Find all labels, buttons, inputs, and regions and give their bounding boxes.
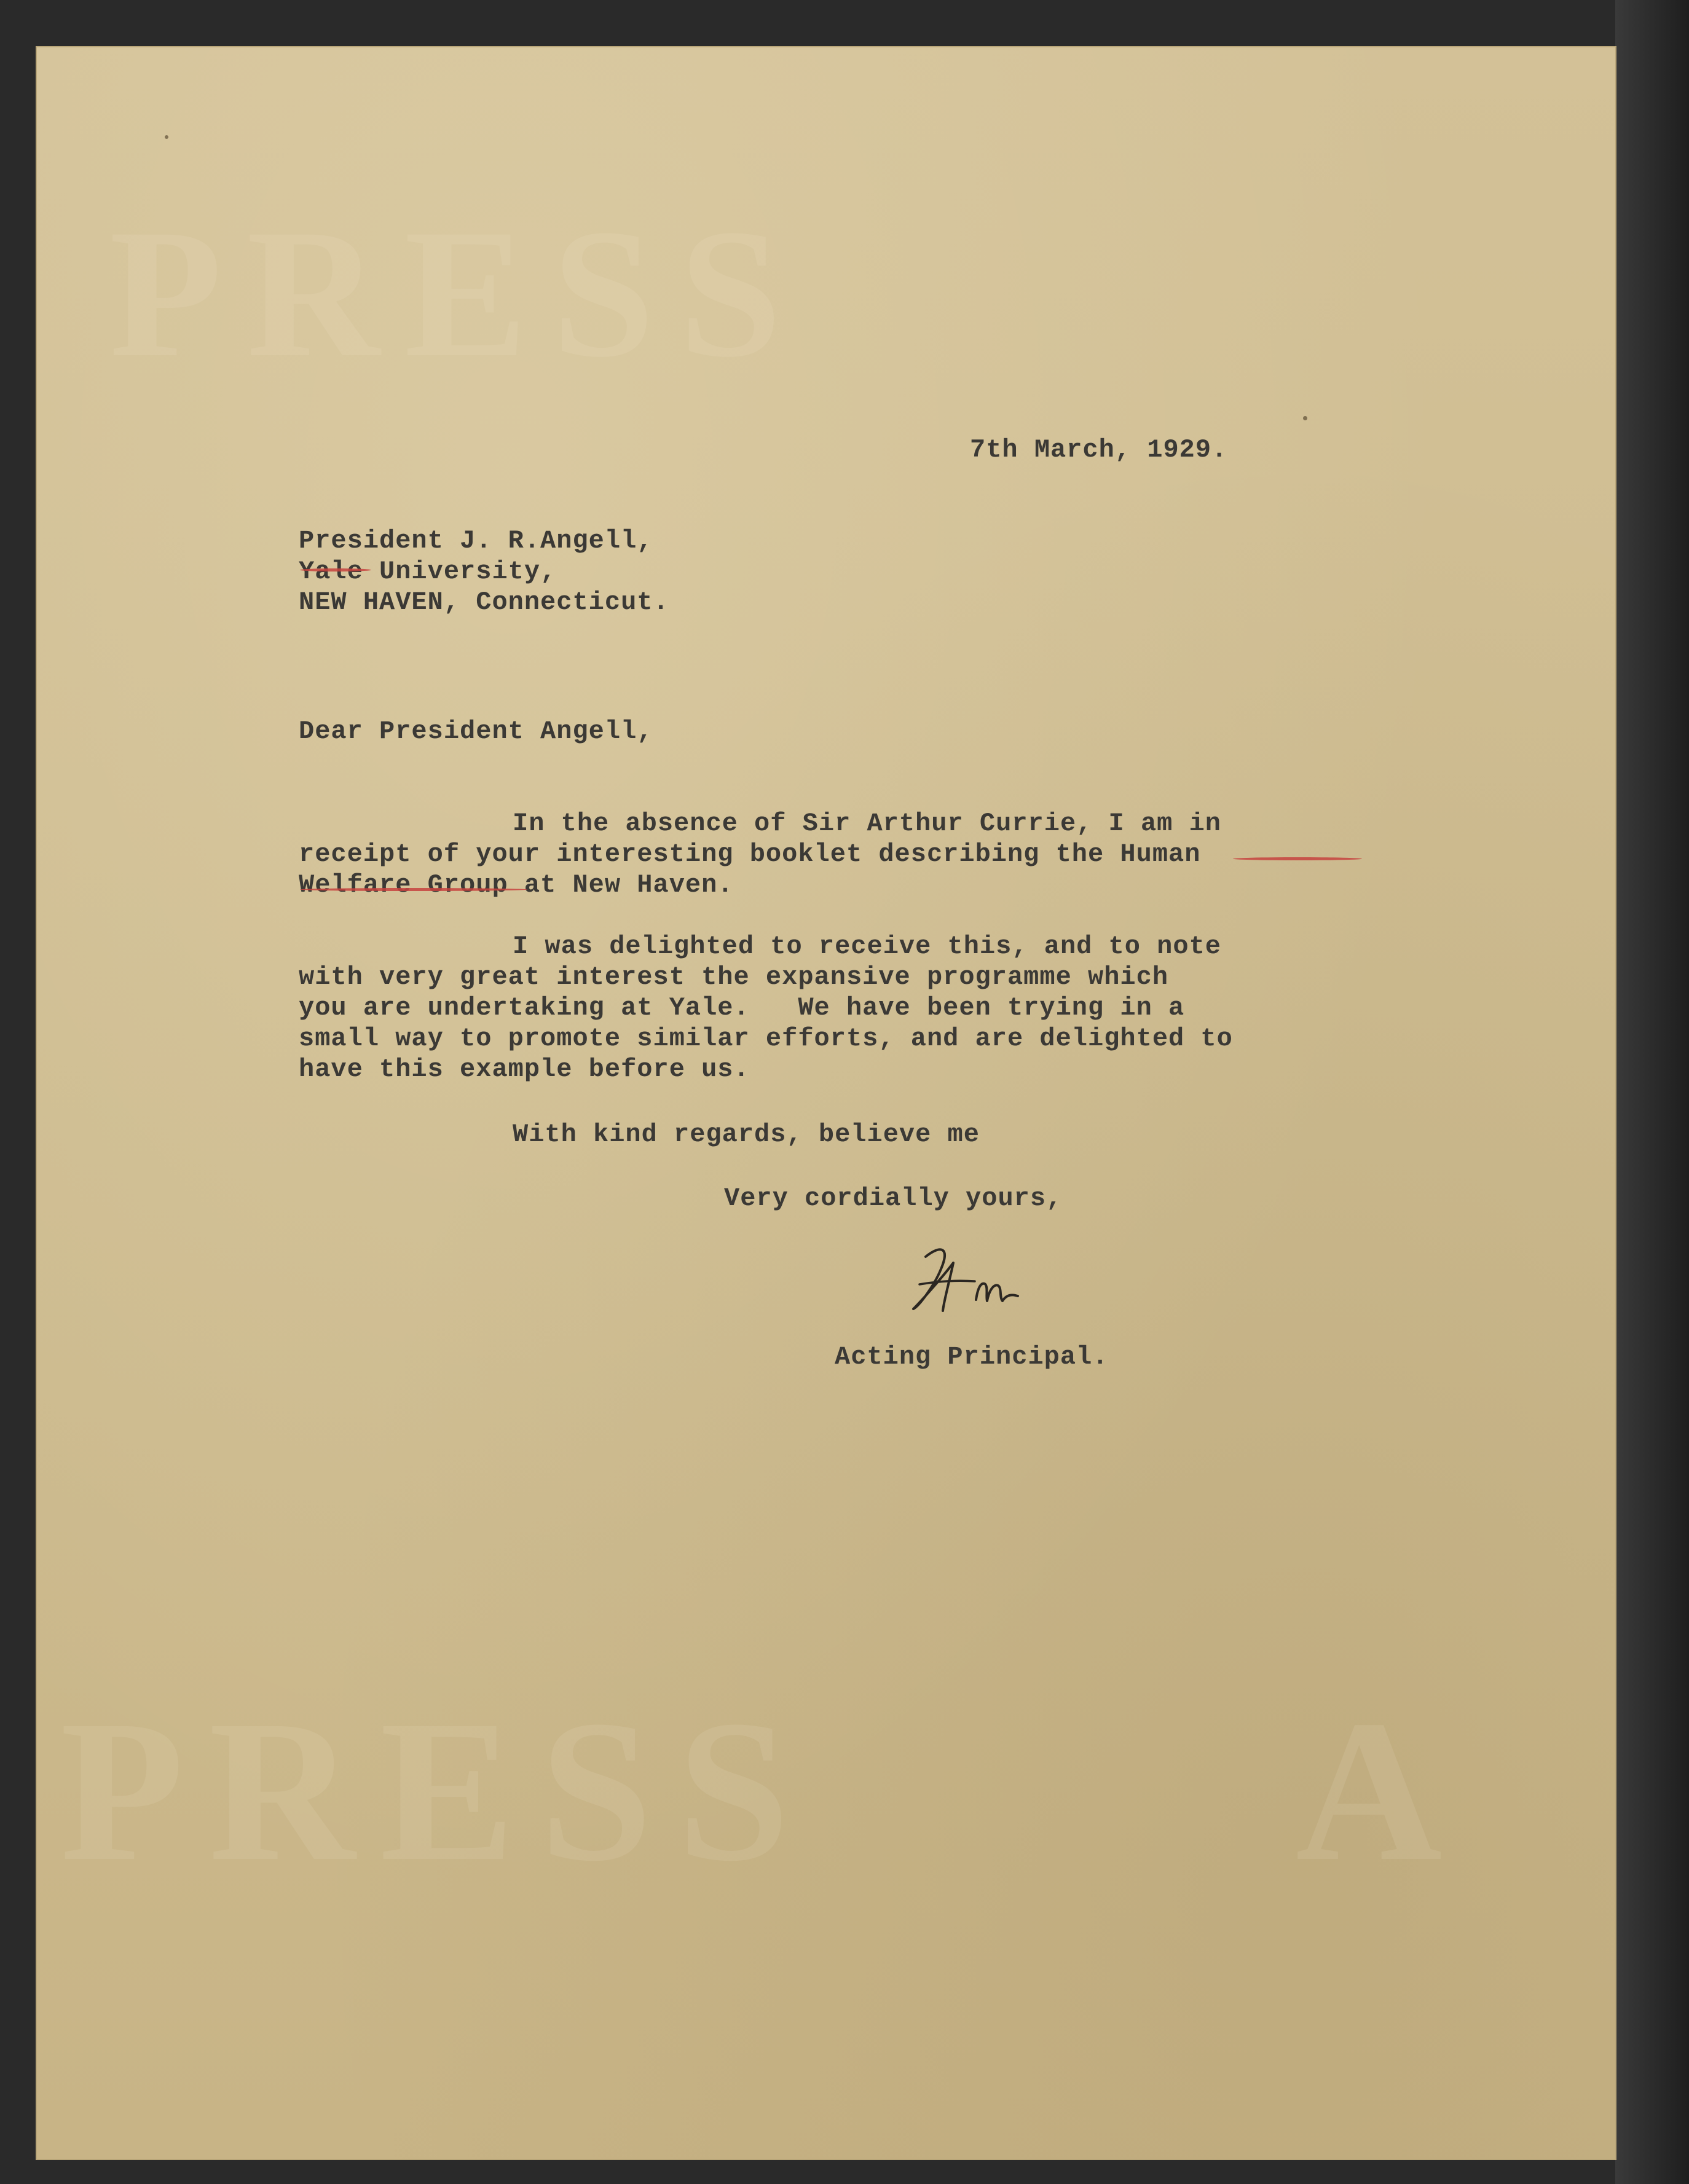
salutation: Dear President Angell, <box>299 717 653 746</box>
red-underline-welfare-group <box>300 888 527 891</box>
paragraph-1-line-1: In the absence of Sir Arthur Currie, I am in <box>513 809 1221 838</box>
recipient-line-3: NEW HAVEN, Connecticut. <box>299 587 669 617</box>
red-underline-yale <box>300 568 371 572</box>
paragraph-2-line-2: with very great interest the expansive programme which <box>299 962 1169 992</box>
watermark-top: PRESS <box>109 191 806 395</box>
paragraph-2-line-4: small way to promote similar efforts, and are delighted to <box>299 1024 1233 1053</box>
handwritten-signature <box>907 1232 1067 1324</box>
red-underline-human <box>1233 857 1362 860</box>
closing-valediction: Very cordially yours, <box>724 1184 1063 1213</box>
watermark-bottom-right: A <box>1296 1679 1467 1903</box>
paper-speck <box>165 135 168 139</box>
paragraph-2-line-3: you are undertaking at Yale. We have been trying in a <box>299 993 1185 1023</box>
scanner-backdrop <box>1615 0 1689 2184</box>
paragraph-2-line-1: I was delighted to receive this, and to note <box>513 932 1221 961</box>
letter-date: 7th March, 1929. <box>970 435 1228 465</box>
closing-regards: With kind regards, believe me <box>513 1120 980 1149</box>
letter-sheet <box>36 46 1616 2160</box>
paragraph-1-line-2: receipt of your interesting booklet describing the Human <box>299 839 1201 869</box>
paragraph-1-line-3: Welfare Group at New Haven. <box>299 870 734 900</box>
recipient-line-1: President J. R.Angell, <box>299 526 653 556</box>
watermark-bottom: PRESS <box>60 1679 815 1903</box>
signer-title: Acting Principal. <box>835 1342 1109 1372</box>
paragraph-2-line-5: have this example before us. <box>299 1055 750 1084</box>
paper-speck <box>1303 416 1307 420</box>
recipient-line-2: Yale University, <box>299 557 557 586</box>
